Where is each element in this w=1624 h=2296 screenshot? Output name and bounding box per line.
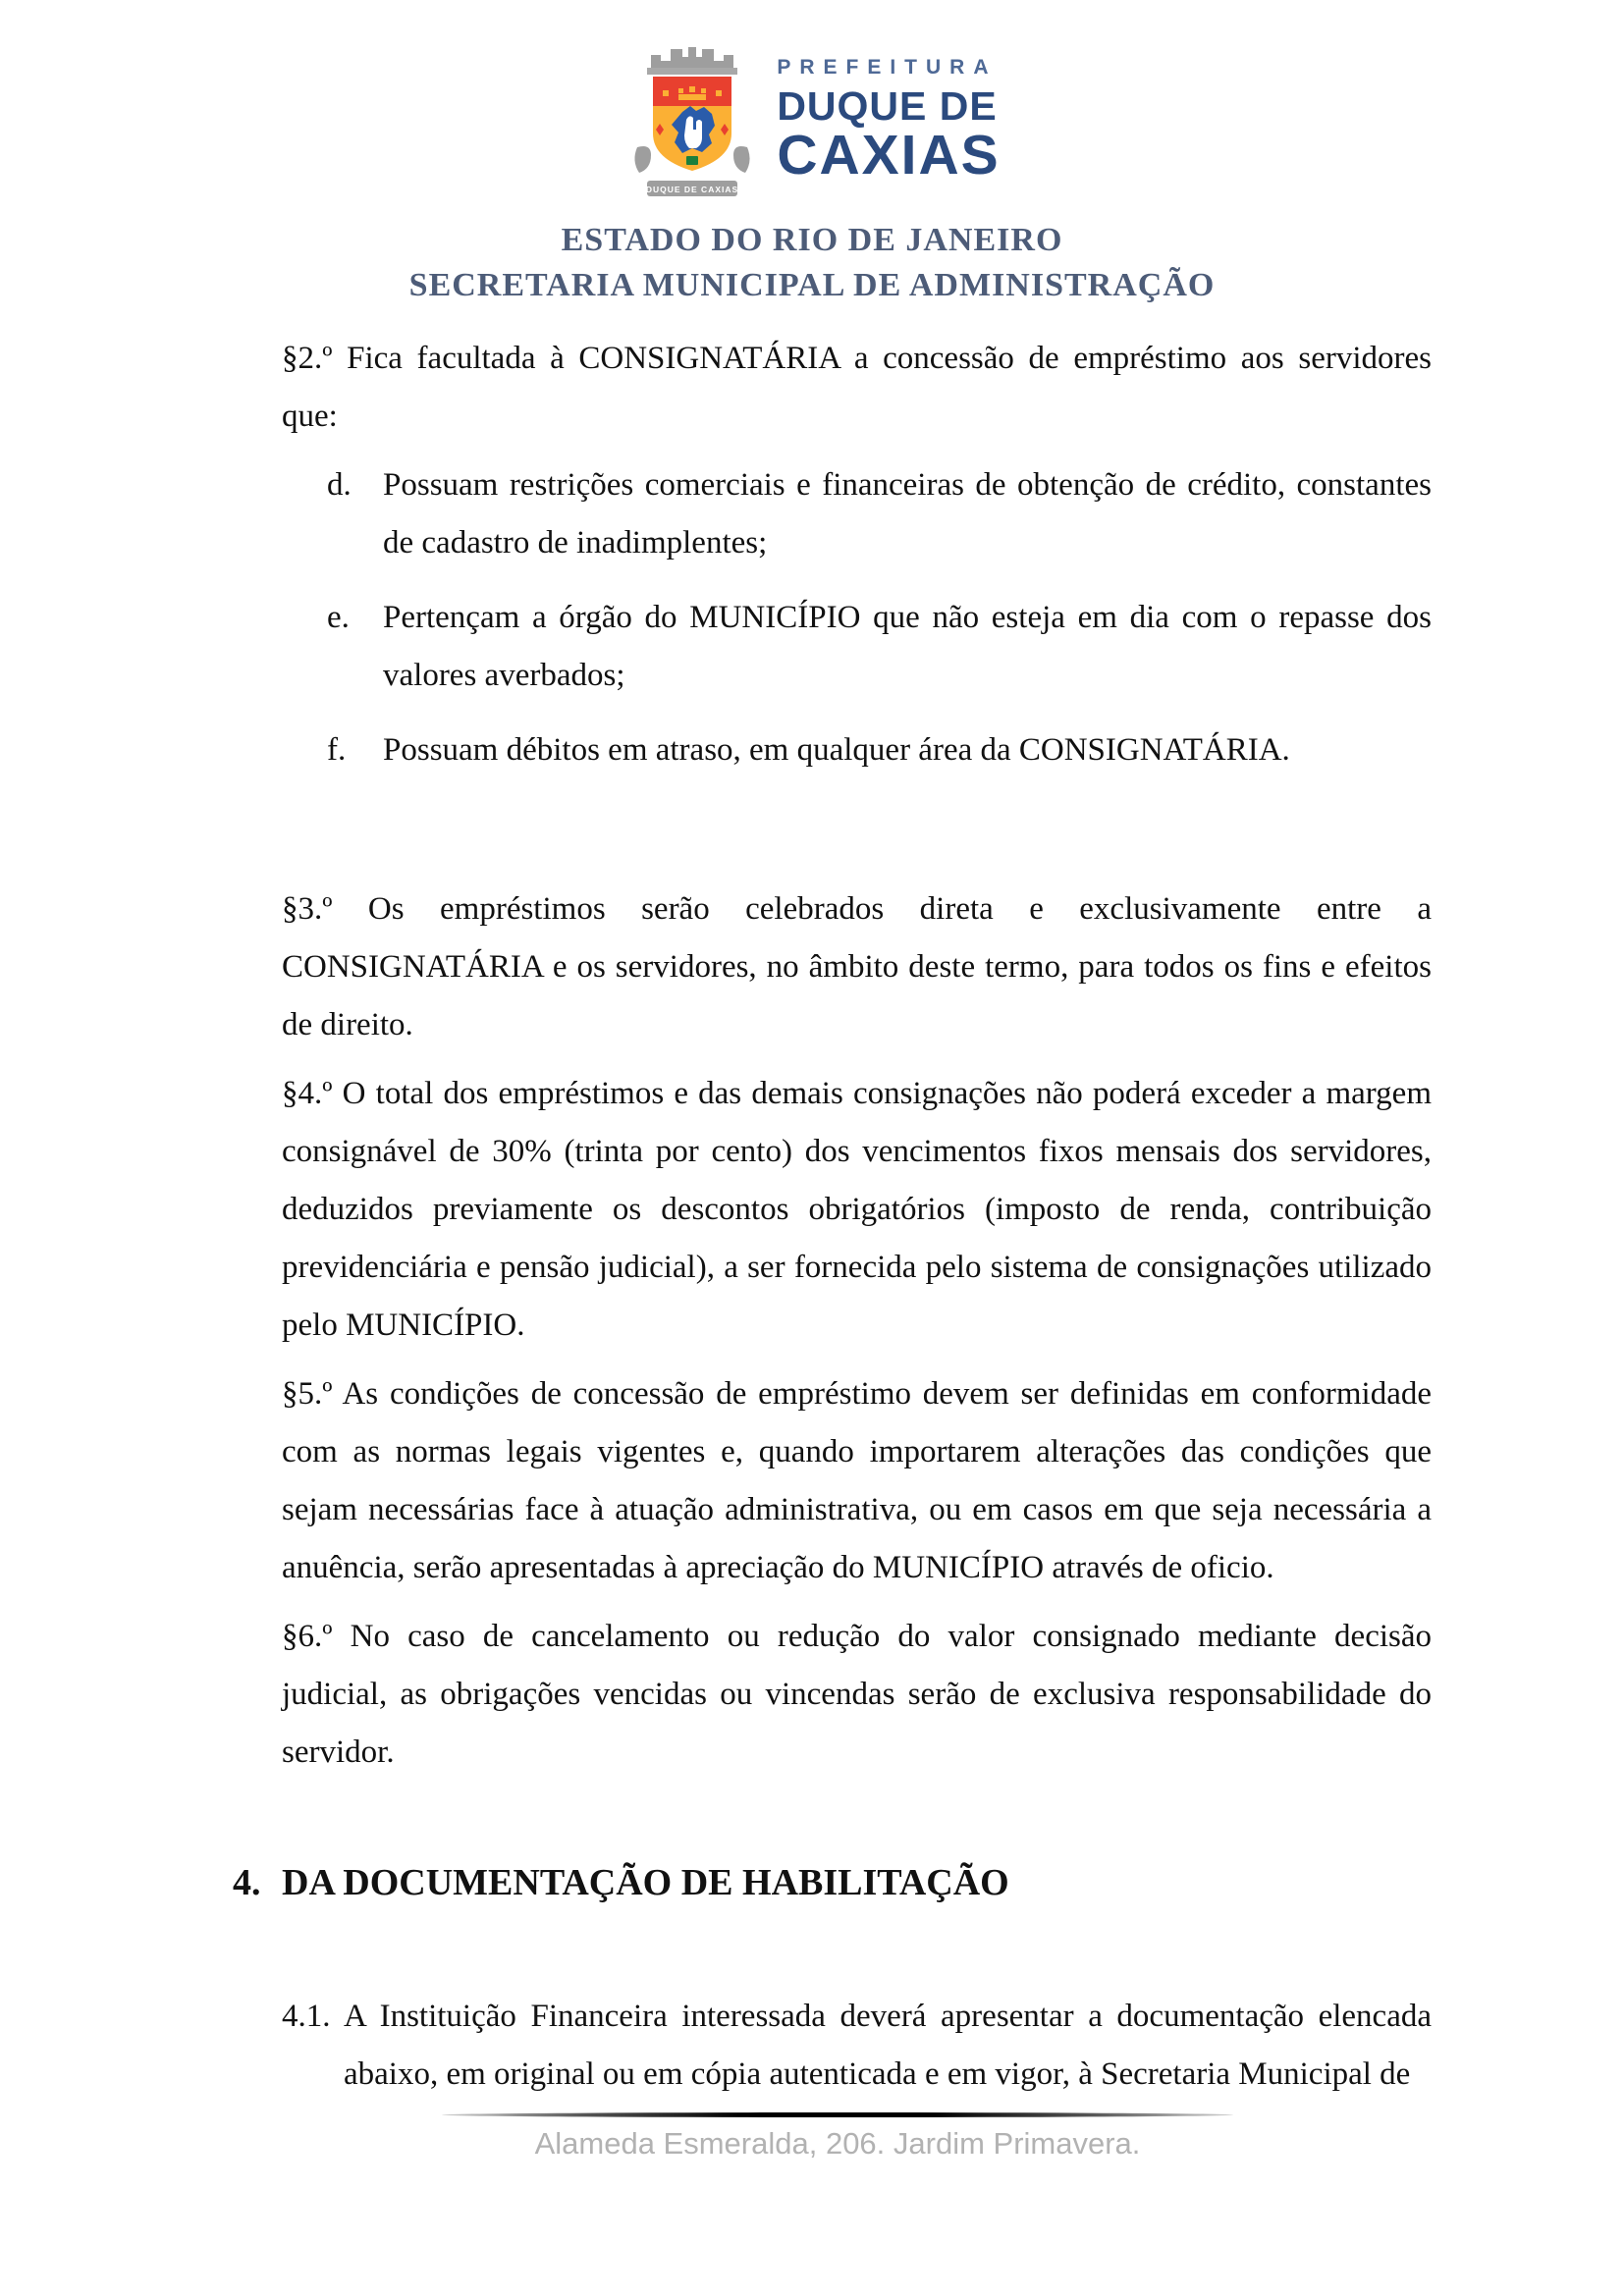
list-item-marker: f. bbox=[327, 732, 347, 769]
shield-icon bbox=[651, 77, 733, 175]
footer-divider bbox=[442, 2112, 1233, 2117]
list-item-text: Possuam débitos em atraso, em qualquer área da CONSIGNATÁRIA. bbox=[383, 732, 1290, 769]
right-scroll-icon bbox=[733, 146, 750, 173]
paragraph-6: §6.º No caso de cancelamento ou redução do valor consignado mediante decisão judicial, as obrigações vencidas ou vincendas serão de exclusiva responsabilidade do servidor. bbox=[282, 1619, 1432, 1771]
wordmark-duque-de: DUQUE DE bbox=[777, 83, 998, 129]
logo-wordmark bbox=[777, 56, 1001, 187]
state-line: ESTADO DO RIO DE JANEIRO bbox=[561, 222, 1063, 258]
item-4-1 bbox=[282, 1988, 1432, 2104]
paragraph-5: §5.º As condições de concessão de empréstimo devem ser definidas em conformidade com as normas legais vigentes e, quando importarem alterações das condições que sejam necessárias face à atuação administrativa, ou em casos em que seja necessária a anuência, serão apresentadas à apreciação do MUNICÍPIO através de oficio. bbox=[282, 1376, 1432, 1586]
list-item-marker: d. bbox=[327, 467, 352, 504]
paragraph-3: §3.º Os empréstimos serão celebrados direta e exclusivamente entre a CONSIGNATÁRIA e os servidores, no âmbito deste termo, para todos os fins e efeitos de direito. bbox=[282, 891, 1432, 1043]
item-4-1-marker: 4.1. bbox=[282, 1998, 331, 2034]
mural-crown-icon bbox=[647, 47, 737, 75]
left-scroll-icon bbox=[635, 146, 652, 173]
banner-text: DUQUE DE CAXIAS bbox=[646, 185, 739, 194]
list-item-text: Possuam restrições comerciais e financeiras de obtenção de crédito, constantes de cadastro de inadimplentes; bbox=[383, 467, 1432, 561]
consignation-restrictions-list bbox=[282, 456, 1432, 779]
heading-number: 4. bbox=[233, 1862, 261, 1904]
section-4-heading bbox=[233, 1860, 1432, 1907]
wordmark-caxias: CAXIAS bbox=[777, 124, 1001, 187]
heading-title: DA DOCUMENTAÇÃO DE HABILITAÇÃO bbox=[282, 1862, 1009, 1904]
coat-of-arms-icon bbox=[623, 43, 761, 202]
secretariat-line: SECRETARIA MUNICIPAL DE ADMINISTRAÇÃO bbox=[408, 267, 1216, 304]
hand-icon bbox=[684, 116, 702, 148]
paragraph-2: §2.º Fica facultada à CONSIGNATÁRIA a concessão de empréstimo aos servidores que: bbox=[282, 341, 1432, 435]
document-body bbox=[233, 330, 1432, 2104]
list-item-marker: e. bbox=[327, 600, 350, 636]
banner-ribbon-icon bbox=[646, 181, 738, 196]
document-header bbox=[0, 0, 1624, 304]
item-4-1-text: A Instituição Financeira interessada deverá apresentar a documentação elencada abaixo, em original ou em cópia autenticada e em vigor, à Secretaria Municipal de bbox=[344, 1998, 1432, 2092]
paragraph-4: §4.º O total dos empréstimos e das demais consignações não poderá exceder a margem consignável de 30% (trinta por cento) dos vencimentos fixos mensais dos servidores, deduzidos previamente os descontos obrigatórios (imposto de renda, contribuição previdenciária e pensão judicial), a ser fornecida pelo sistema de consignações utilizado pelo MUNICÍPIO. bbox=[282, 1076, 1432, 1344]
footer-address: Alameda Esmeralda, 206. Jardim Primavera. bbox=[534, 2126, 1141, 2161]
prefeitura-logo bbox=[623, 43, 1000, 202]
wordmark-prefeitura: PREFEITURA bbox=[777, 56, 998, 79]
list-item-e bbox=[282, 589, 1432, 705]
list-item-f bbox=[282, 721, 1432, 779]
document-footer bbox=[442, 2112, 1233, 2162]
list-item-text: Pertençam a órgão do MUNICÍPIO que não esteja em dia com o repasse dos valores averbados; bbox=[383, 600, 1432, 694]
list-item-d bbox=[282, 456, 1432, 572]
